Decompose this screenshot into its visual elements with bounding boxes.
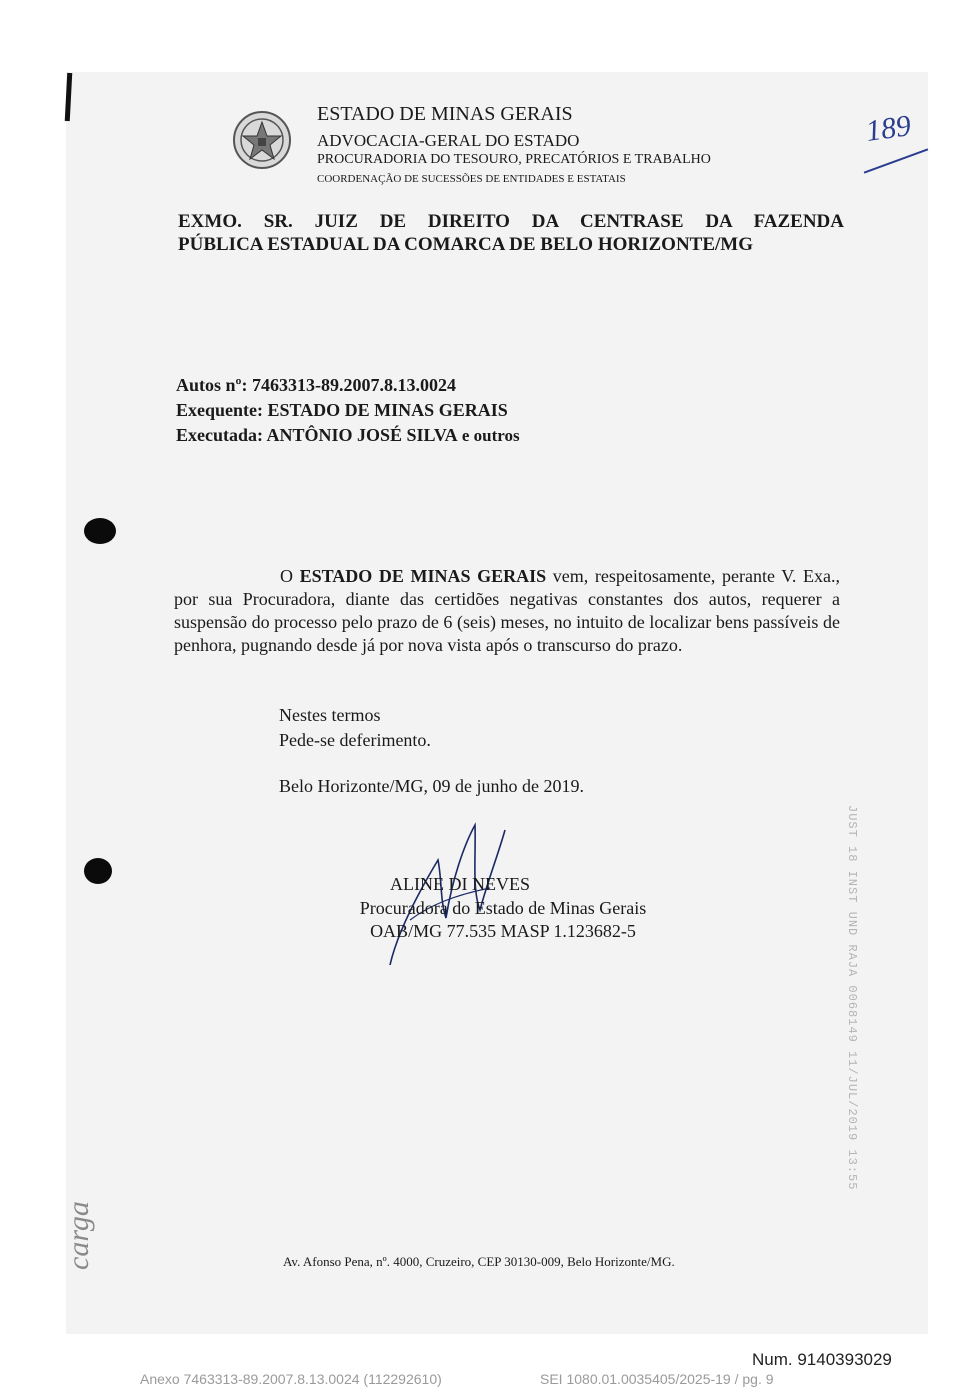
closing-terms: Nestes termos	[279, 705, 381, 725]
header-unit: COORDENAÇÃO DE SUCESSÕES DE ENTIDADES E ESTATAIS	[317, 173, 626, 185]
body-party: ESTADO DE MINAS GERAIS	[299, 566, 547, 586]
handwritten-note: carga	[62, 1201, 95, 1270]
signer-registration: OAB/MG 77.535 MASP 1.123682-5	[370, 921, 636, 941]
punch-hole	[84, 518, 116, 544]
executada-name: Executada: ANTÔNIO JOSÉ SILVA	[176, 425, 458, 445]
petition-body	[174, 565, 840, 657]
body-lead: O	[280, 566, 300, 586]
header-office: PROCURADORIA DO TESOURO, PRECATÓRIOS E TRABALHO	[317, 152, 711, 167]
closing-request: Pede-se deferimento.	[279, 730, 431, 750]
protocol-stamp: JUST 18 INST UND RAJA 0068149 11/JUL/2019 13:55	[845, 805, 859, 1191]
signer-title: Procuradora do Estado de Minas Gerais	[359, 898, 647, 918]
document-number: Num. 9140393029	[752, 1350, 892, 1369]
case-executada	[176, 425, 520, 446]
scanned-page	[66, 72, 928, 1334]
handwritten-page-number: 189	[863, 109, 914, 148]
punch-hole	[84, 858, 112, 884]
coat-of-arms-seal	[232, 110, 292, 175]
annex-reference: Anexo 7463313-89.2007.8.13.0024 (112292610)	[140, 1371, 442, 1387]
case-number: Autos nº: 7463313-89.2007.8.13.0024	[176, 375, 456, 395]
case-exequente: Exequente: ESTADO DE MINAS GERAIS	[176, 400, 508, 420]
body-text: vem, respeitosamente, perante V. Exa., por sua Procuradora, diante das certidões negativas constantes dos autos, requerer a suspensão do processo pelo prazo de 6 (seis) meses, no intuito de localizar bens passíveis de penhora, pugnando desde já por nova vista após o transcurso do prazo.	[174, 566, 841, 655]
executada-suffix: e outros	[457, 426, 520, 445]
addressee-line-1: EXMO. SR. JUIZ DE DIREITO DA CENTRASE DA FAZENDA	[178, 211, 844, 232]
closing-date: Belo Horizonte/MG, 09 de junho de 2019.	[279, 776, 584, 796]
addressee-line-2: PÚBLICA ESTADUAL DA COMARCA DE BELO HORIZONTE/MG	[178, 234, 754, 255]
signer-name: ALINE DI NEVES	[390, 874, 530, 894]
header-agency: ADVOCACIA-GERAL DO ESTADO	[317, 131, 580, 150]
header-state: ESTADO DE MINAS GERAIS	[317, 103, 573, 125]
footer-address: Av. Afonso Pena, nº. 4000, Cruzeiro, CEP 30130-009, Belo Horizonte/MG.	[283, 1254, 675, 1269]
sei-reference: SEI 1080.01.0035405/2025-19 / pg. 9	[540, 1371, 774, 1387]
